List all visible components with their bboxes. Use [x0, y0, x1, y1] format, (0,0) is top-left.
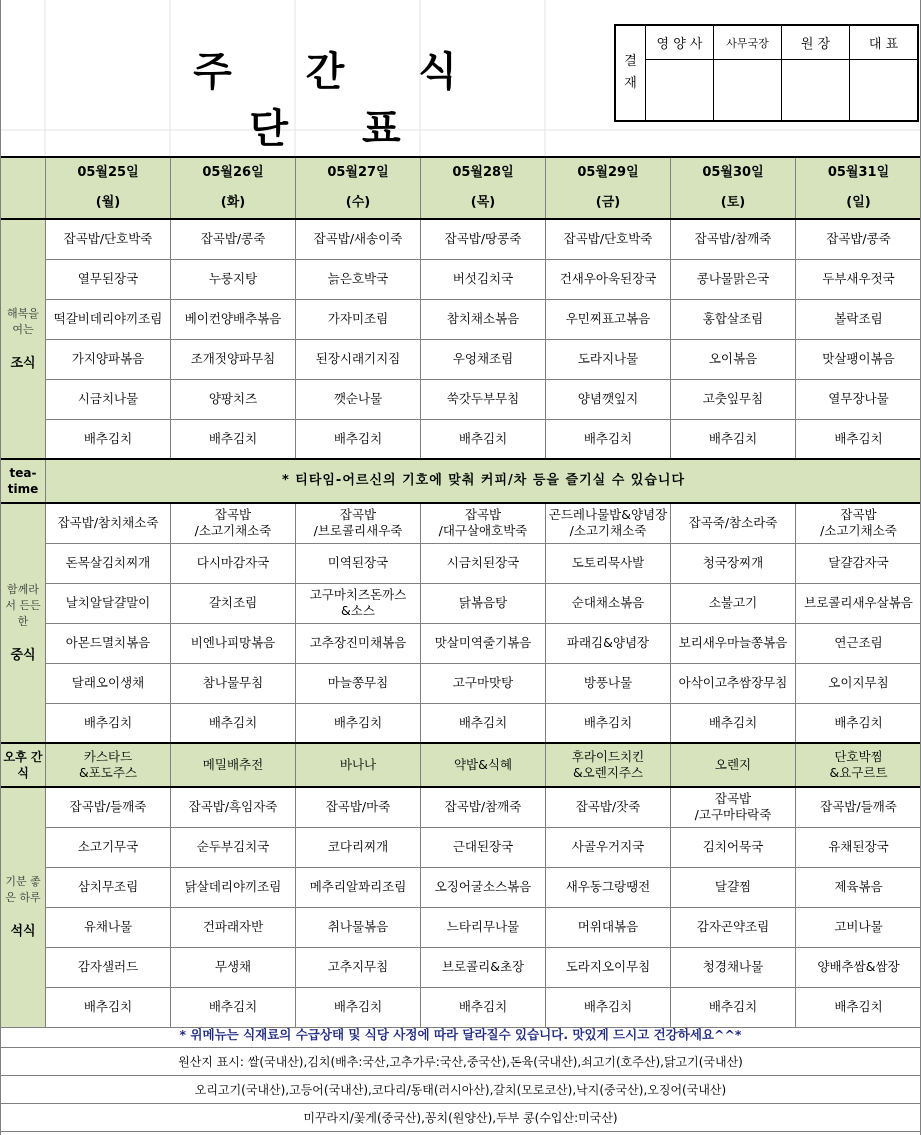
menu-item: 열무된장국	[46, 259, 171, 299]
menu-item: 잡곡밥/들깨죽	[796, 787, 921, 827]
day-of-week: (일)	[846, 195, 871, 210]
day-date: 05월27일	[327, 165, 389, 180]
menu-item: 제육볶음	[796, 867, 921, 907]
menu-item: 맛살팽이볶음	[796, 339, 921, 379]
menu-item: 잡곡밥/콩죽	[796, 219, 921, 259]
menu-item: 보리새우마늘쫑볶음	[671, 623, 796, 663]
menu-item: 잡곡밥 /소고기채소죽	[171, 503, 296, 543]
menu-item: 양배추쌈&쌈장	[796, 947, 921, 987]
menu-item: 잡곡죽/참소라죽	[671, 503, 796, 543]
menu-item: 잡곡밥/참치채소죽	[46, 503, 171, 543]
origin-line: 원산지 표시: 쌀(국내산),김치(배추:국산,고추가루:국산,중국산),돈육(국내산),쇠고기(호주산),닭고기(국내산)	[0, 1048, 921, 1076]
header-area	[0, 0, 921, 156]
menu-item: 브로콜리새우살볶음	[796, 583, 921, 623]
snack-item: 카스타드 &포도주스	[46, 743, 171, 787]
menu-item: 시금치된장국	[421, 543, 546, 583]
menu-item: 도토리묵사발	[546, 543, 671, 583]
menu-item: 쑥갓두부무침	[421, 379, 546, 419]
page-title: 주 간 식 단 표	[193, 49, 487, 152]
menu-item: 잡곡밥/새송이죽	[296, 219, 421, 259]
lunch-caption: 함께라서 든든한	[5, 583, 41, 628]
menu-item: 배추김치	[296, 987, 421, 1027]
menu-item: 감자샐러드	[46, 947, 171, 987]
menu-item: 홍합살조림	[671, 299, 796, 339]
menu-item: 건파래자반	[171, 907, 296, 947]
day-of-week: (화)	[220, 195, 246, 210]
menu-item: 배추김치	[171, 703, 296, 743]
approval-head: 대 표	[850, 26, 917, 60]
dinner-caption: 기분 좋은 하루	[5, 875, 41, 905]
menu-item: 참치채소볶음	[421, 299, 546, 339]
menu-item: 잡곡밥/땅콩죽	[421, 219, 546, 259]
breakfast-row	[1, 259, 921, 299]
menu-item: 배추김치	[671, 987, 796, 1027]
breakfast-caption: 해복을 여는	[7, 307, 39, 336]
day-of-week: (금)	[595, 195, 621, 210]
menu-item: 고구마치즈돈까스 &소스	[296, 583, 421, 623]
menu-item: 닭살데리야끼조림	[171, 867, 296, 907]
menu-item: 잡곡밥 /소고기채소죽	[796, 503, 921, 543]
menu-item: 조개젓양파무침	[171, 339, 296, 379]
menu-item: 배추김치	[171, 987, 296, 1027]
day-header	[171, 157, 296, 219]
breakfast-row	[1, 419, 921, 459]
menu-item: 메추리알꽈리조림	[296, 867, 421, 907]
menu-item: 우민찌표고볶음	[546, 299, 671, 339]
approval-head: 원 장	[782, 26, 849, 60]
menu-item: 배추김치	[546, 987, 671, 1027]
menu-item: 떡갈비데리야끼조림	[46, 299, 171, 339]
approval-label	[616, 26, 646, 120]
snack-item: 바나나	[296, 743, 421, 787]
menu-item: 날치알달걀말이	[46, 583, 171, 623]
menu-item: 돈목살김치찌개	[46, 543, 171, 583]
menu-item: 배추김치	[671, 419, 796, 459]
menu-item: 코다리찌개	[296, 827, 421, 867]
menu-item: 유채된장국	[796, 827, 921, 867]
day-date: 05월30일	[702, 165, 764, 180]
menu-item: 배추김치	[421, 987, 546, 1027]
menu-item: 배추김치	[421, 419, 546, 459]
menu-item: 잡곡밥/흑임자죽	[171, 787, 296, 827]
menu-item: 된장시래기지짐	[296, 339, 421, 379]
menu-item: 아삭이고추쌈장무침	[671, 663, 796, 703]
menu-item: 브로콜리&초장	[421, 947, 546, 987]
menu-item: 무생채	[171, 947, 296, 987]
lunch-row	[1, 663, 921, 703]
approval-head: 사무국장	[714, 26, 781, 60]
menu-item: 두부새우젓국	[796, 259, 921, 299]
day-of-week: (월)	[95, 195, 121, 210]
menu-item: 버섯김치국	[421, 259, 546, 299]
menu-item: 배추김치	[46, 703, 171, 743]
menu-item: 배추김치	[46, 987, 171, 1027]
approval-col-director	[782, 26, 850, 120]
menu-item: 양팡치즈	[171, 379, 296, 419]
menu-item: 고추장진미채볶음	[296, 623, 421, 663]
day-of-week: (토)	[720, 195, 746, 210]
menu-item: 순대채소볶음	[546, 583, 671, 623]
dinner-label: 석식	[10, 924, 36, 940]
day-of-week: (수)	[345, 195, 371, 210]
breakfast-label: 조식	[10, 356, 36, 371]
day-header	[796, 157, 921, 219]
approval-col-nutritionist	[646, 26, 714, 120]
dinner-row	[1, 907, 921, 947]
menu-item: 베이컨양배추볶음	[171, 299, 296, 339]
day-of-week: (목)	[470, 195, 496, 210]
menu-item: 열무장나물	[796, 379, 921, 419]
menu-item: 배추김치	[171, 419, 296, 459]
date-header-row	[1, 157, 921, 219]
snack-item: 메밀배추전	[171, 743, 296, 787]
lunch-label: 중식	[10, 648, 36, 663]
menu-item: 참나물무침	[171, 663, 296, 703]
menu-item: 시금치나물	[46, 379, 171, 419]
signature-box[interactable]	[782, 60, 849, 120]
menu-item: 소불고기	[671, 583, 796, 623]
menu-item: 잡곡밥 /대구살애호박죽	[421, 503, 546, 543]
menu-item: 배추김치	[796, 987, 921, 1027]
dinner-label-cell	[1, 787, 46, 1027]
menu-item: 파래김&양념장	[546, 623, 671, 663]
menu-item: 새우동그랑땡전	[546, 867, 671, 907]
menu-item: 고비나물	[796, 907, 921, 947]
menu-item: 달걀감자국	[796, 543, 921, 583]
day-header	[546, 157, 671, 219]
menu-item: 도라지나물	[546, 339, 671, 379]
snack-item: 단호박찜 &요구르트	[796, 743, 921, 787]
dinner-row	[1, 827, 921, 867]
menu-item: 배추김치	[46, 419, 171, 459]
menu-item: 우엉채조림	[421, 339, 546, 379]
menu-item: 잡곡밥/단호박죽	[46, 219, 171, 259]
teatime-text: * 티타임-어르신의 기호에 맞춰 커피/차 등을 즐기실 수 있습니다	[46, 459, 921, 503]
menu-item: 달걀찜	[671, 867, 796, 907]
footer-notice: * 위메뉴는 식재료의 수급상태 및 식당 사정에 따라 달라질수 있습니다. 맛있게 드시고 건강하세요^^*	[0, 1020, 921, 1048]
menu-item: 배추김치	[796, 703, 921, 743]
menu-item: 가지양파볶음	[46, 339, 171, 379]
snack-item: 오렌지	[671, 743, 796, 787]
menu-item: 곤드레나물밥&양념장 /소고기채소죽	[546, 503, 671, 543]
footer	[0, 1020, 921, 1132]
teatime-label: tea-time	[1, 459, 46, 503]
dinner-row	[1, 867, 921, 907]
menu-item: 배추김치	[671, 703, 796, 743]
menu-item: 잡곡밥/잣죽	[546, 787, 671, 827]
menu-item: 김치어묵국	[671, 827, 796, 867]
menu-item: 소고기무국	[46, 827, 171, 867]
day-header	[671, 157, 796, 219]
signature-box[interactable]	[714, 60, 781, 120]
menu-item: 도라지오이무침	[546, 947, 671, 987]
menu-item: 잡곡밥/단호박죽	[546, 219, 671, 259]
menu-item: 고춧잎무침	[671, 379, 796, 419]
menu-item: 갈치조림	[171, 583, 296, 623]
menu-item: 비엔나피망볶음	[171, 623, 296, 663]
menu-item: 누룽지탕	[171, 259, 296, 299]
dinner-row	[1, 787, 921, 827]
menu-item: 맛살미역줄기볶음	[421, 623, 546, 663]
lunch-row	[1, 583, 921, 623]
day-date: 05월29일	[577, 165, 639, 180]
menu-item: 미역된장국	[296, 543, 421, 583]
day-header	[421, 157, 546, 219]
menu-item: 잡곡밥/마죽	[296, 787, 421, 827]
weekly-menu-table	[0, 156, 921, 1028]
day-header	[296, 157, 421, 219]
approval-col-office	[714, 26, 782, 120]
menu-item: 배추김치	[796, 419, 921, 459]
dinner-row	[1, 947, 921, 987]
menu-item: 볼락조림	[796, 299, 921, 339]
menu-item: 달래오이생채	[46, 663, 171, 703]
menu-item: 배추김치	[296, 419, 421, 459]
menu-item: 잡곡밥 /고구마타락죽	[671, 787, 796, 827]
menu-item: 방풍나물	[546, 663, 671, 703]
day-date: 05월25일	[77, 165, 139, 180]
breakfast-row	[1, 299, 921, 339]
corner-cell	[1, 157, 46, 219]
menu-item: 고구마맛탕	[421, 663, 546, 703]
menu-item: 가자미조림	[296, 299, 421, 339]
menu-item: 배추김치	[296, 703, 421, 743]
menu-item: 잡곡밥/콩죽	[171, 219, 296, 259]
menu-item: 오이지무침	[796, 663, 921, 703]
menu-item: 감자곤약조림	[671, 907, 796, 947]
menu-item: 건새우아욱된장국	[546, 259, 671, 299]
menu-item: 느타리무나물	[421, 907, 546, 947]
day-date: 05월26일	[202, 165, 264, 180]
menu-item: 배추김치	[421, 703, 546, 743]
menu-item: 콩나물맑은국	[671, 259, 796, 299]
menu-item: 머위대볶음	[546, 907, 671, 947]
signature-box[interactable]	[646, 60, 713, 120]
menu-item: 오이볶음	[671, 339, 796, 379]
day-header	[46, 157, 171, 219]
approval-head: 영 양 사	[646, 26, 713, 60]
menu-item: 연근조림	[796, 623, 921, 663]
menu-item: 양념깻잎지	[546, 379, 671, 419]
menu-item: 잡곡밥/들깨죽	[46, 787, 171, 827]
approval-col-ceo	[850, 26, 917, 120]
snack-row	[1, 743, 921, 787]
teatime-row	[1, 459, 921, 503]
menu-item: 청국장찌개	[671, 543, 796, 583]
menu-item: 고추지무침	[296, 947, 421, 987]
breakfast-row	[1, 219, 921, 259]
approval-box	[614, 24, 919, 122]
lunch-row	[1, 623, 921, 663]
lunch-row	[1, 503, 921, 543]
menu-item: 삼치무조림	[46, 867, 171, 907]
approval-label-bottom: 재	[624, 76, 637, 91]
day-date: 05월31일	[827, 165, 890, 180]
lunch-row	[1, 703, 921, 743]
menu-item: 아몬드멸치볶음	[46, 623, 171, 663]
menu-item: 잡곡밥/참깨죽	[421, 787, 546, 827]
origin-line: 미꾸라지/꽃게(중국산),꽁치(원양산),두부 콩(수입산:미국산)	[0, 1104, 921, 1132]
menu-item: 잡곡밥/참깨죽	[671, 219, 796, 259]
day-date: 05월28일	[452, 165, 514, 180]
menu-item: 사골우거지국	[546, 827, 671, 867]
lunch-row	[1, 543, 921, 583]
lunch-label-cell	[1, 503, 46, 743]
menu-item: 마늘쫑무침	[296, 663, 421, 703]
breakfast-row	[1, 379, 921, 419]
origin-line: 오리고기(국내산),고등어(국내산),코다리/동태(러시아산),갈치(모로코산),낙지(중국산),오징어(국내산)	[0, 1076, 921, 1104]
breakfast-label-cell	[1, 219, 46, 459]
menu-item: 잡곡밥 /브로콜리새우죽	[296, 503, 421, 543]
menu-item: 늙은호박국	[296, 259, 421, 299]
menu-item: 청경채나물	[671, 947, 796, 987]
snack-label: 오후 간식	[1, 743, 46, 787]
menu-item: 오징어굴소스볶음	[421, 867, 546, 907]
snack-item: 약밥&식혜	[421, 743, 546, 787]
menu-item: 근대된장국	[421, 827, 546, 867]
menu-item: 유채나물	[46, 907, 171, 947]
menu-item: 깻순나물	[296, 379, 421, 419]
menu-item: 배추김치	[546, 419, 671, 459]
approval-label-top: 결	[624, 54, 637, 69]
breakfast-row	[1, 339, 921, 379]
snack-item: 후라이드치킨 &오렌지주스	[546, 743, 671, 787]
signature-box[interactable]	[850, 60, 917, 120]
menu-item: 닭볶음탕	[421, 583, 546, 623]
menu-item: 취나물볶음	[296, 907, 421, 947]
menu-item: 다시마감자국	[171, 543, 296, 583]
menu-item: 순두부김치국	[171, 827, 296, 867]
menu-item: 배추김치	[546, 703, 671, 743]
